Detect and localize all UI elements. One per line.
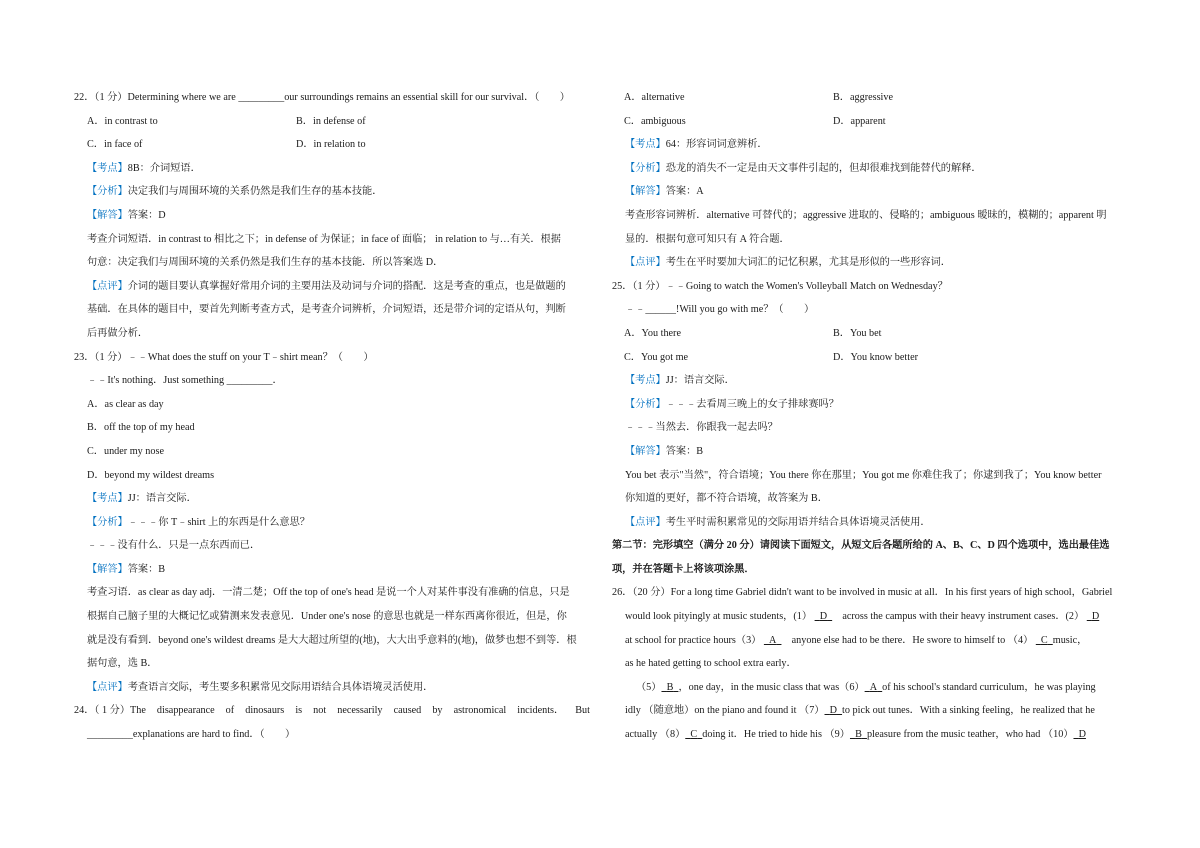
q24-option-c[interactable]: C．ambiguous — [624, 115, 686, 127]
blank-5-answer: B — [666, 681, 674, 693]
dianping-tag: 【点评】 — [87, 280, 128, 292]
q22-explain-1: 考查介词短语．in contrast to 相比之下；in defense of 为保证；in face of 面临； in relation to 与…有关．根据 — [87, 233, 561, 245]
jieda-tag: 【解答】 — [87, 563, 128, 575]
q22-dianping: 【点评】介词的题目要认真掌握好常用介词的主要用法及动词与介词的搭配．这是考查的重点，也是做题的 — [87, 280, 566, 292]
blank-3-answer: A — [769, 634, 777, 646]
q22-fenxi: 【分析】决定我们与周围环境的关系仍然是我们生存的基本技能． — [87, 186, 383, 198]
q23-explain-3: 就是没有看到．beyond one's wildest dreams 是大大超过所望的(地)，大大出乎意料的(地)，做梦也想不到等．根 — [87, 634, 577, 646]
q22-options-row-1 — [74, 110, 590, 134]
right-column — [612, 86, 1128, 747]
jieda-tag: 【解答】 — [87, 209, 128, 221]
q25-option-b[interactable]: B．You bet — [833, 327, 882, 339]
q24-option-b[interactable]: B．aggressive — [833, 92, 893, 103]
q25-option-a[interactable]: A．You there — [624, 327, 681, 339]
q24-jieda: 【解答】答案：A — [625, 186, 704, 198]
q25-dialog: ﹣﹣______!Will you go with me？（ ） — [625, 304, 815, 316]
blank-9-answer: B — [855, 729, 862, 741]
section-heading-2: 项，并在答题卡上将该项涂黑． — [612, 563, 755, 575]
blank-8-answer: C — [690, 729, 698, 741]
kaodian-tag: 【考点】 — [87, 493, 128, 505]
q22-stem: 22．（1 分）Determining where we are _________our surroundings remains an essential skill for our survival．（ ） — [74, 92, 570, 103]
dianping-tag: 【点评】 — [625, 516, 666, 528]
q23-explain-1: 考查习语．as clear as day adj．一清二楚；Off the top of one's head 是说一个人对某件事没有准确的信息，只是 — [87, 587, 570, 599]
q25-explain-1: You bet 表示"当然"，符合语境；You there 你在那里；You got me 你难住我了；你逮到我了；You know better — [625, 469, 1102, 481]
q24-fenxi: 【分析】恐龙的消失不一定是由天文事件引起的，但却很难找到能替代的解释． — [625, 162, 982, 174]
q23-option-b[interactable]: B．off the top of my head — [87, 422, 195, 434]
q22-explain-2: 句意：决定我们与周围环境的关系仍然是我们生存的基本技能．所以答案选 D． — [87, 257, 444, 269]
q23-stem: 23．（1 分）﹣﹣What does the stuff on your T﹣shirt mean？（ ） — [74, 351, 374, 363]
q25-options-row-1 — [612, 322, 1128, 346]
q23-dianping: 【点评】考查语言交际，考生要多积累常见交际用语结合具体语境灵活使用． — [87, 681, 434, 693]
q25-fenxi: 【分析】﹣﹣﹣去看周三晚上的女子排球赛吗？ — [625, 398, 839, 410]
kaodian-tag: 【考点】 — [625, 139, 666, 151]
q24-kaodian: 【考点】64：形容词词意辨析． — [625, 139, 768, 151]
q25-options-row-2 — [612, 346, 1128, 370]
q26-line-5: （5） B ，one day，in the music class that was（6） A of his school's standard curriculum，he was playing — [636, 681, 1096, 693]
q23-fenxi: 【分析】﹣﹣﹣你 T﹣shirt 上的东西是什么意思？ — [87, 516, 310, 528]
blank-2-answer: D — [1091, 611, 1100, 623]
q25-option-c[interactable]: C．You got me — [624, 351, 689, 363]
q25-explain-2: 你知道的更好，都不符合语境，故答案为 B． — [625, 493, 828, 505]
q23-kaodian: 【考点】JJ：语言交际． — [87, 493, 197, 505]
q24-explain-2: 显的．根据句意可知只有 A 符合题． — [625, 233, 790, 245]
q26-line-4: as he hated getting to school extra early． — [625, 658, 797, 670]
q26-line-6: idly （随意地）on the piano and found it （7） D to pick out tunes．With a sinking feeling，he realized that he — [625, 705, 1095, 717]
q26-line-2: would look pityingly at music students，(1） D across the campus with their heavy instrument cases．(2） D — [625, 611, 1100, 623]
left-column — [74, 86, 590, 747]
q24-explain-1: 考查形容词辨析．alternative 可替代的；aggressive 进取的、侵略的；ambiguous 暧昧的，模糊的；apparent 明 — [625, 209, 1107, 221]
q23-option-a[interactable]: A．as clear as day — [87, 398, 164, 410]
q22-dianping-2: 基础．在具体的题目中，要首先判断考查方式，是考查介词辨析，介词短语，还是带介词的定语从句，判断 — [87, 304, 566, 316]
q24-option-a[interactable]: A．alternative — [624, 92, 685, 103]
dianping-tag: 【点评】 — [625, 257, 666, 269]
q26-line-7: actually （8） C doing it．He tried to hide his （9） B pleasure from the music teather，who had （10） D — [625, 729, 1086, 741]
q22-option-b[interactable]: B．in defense of — [296, 115, 366, 127]
fenxi-tag: 【分析】 — [87, 186, 128, 198]
jieda-tag: 【解答】 — [625, 445, 666, 457]
q26-line-3: at school for practice hours（3） A anyone else had to be there．He swore to himself to （4） C music， — [625, 634, 1088, 646]
q22-option-d[interactable]: D．in relation to — [296, 139, 366, 151]
q23-explain-2: 根据自己脑子里的大概记忆或猜测来发表意见．Under one's nose 的意思也就是一样东西离你很近，但是，你 — [87, 611, 567, 623]
q23-option-d[interactable]: D．beyond my wildest dreams — [87, 469, 215, 481]
q22-option-a[interactable]: A．in contrast to — [87, 115, 158, 127]
q25-stem: 25．（1 分）﹣﹣Going to watch the Women's Volleyball Match on Wednesday？ — [612, 280, 948, 292]
q24-option-d[interactable]: D．apparent — [833, 115, 886, 127]
blank-7-answer: D — [829, 705, 837, 717]
jieda-tag: 【解答】 — [625, 186, 666, 198]
q24-dianping: 【点评】考生在平时要加大词汇的记忆积累，尤其是形似的一些形容词． — [625, 257, 951, 269]
q24-stem-line-2: _________explanations are hard to find．（ ） — [87, 729, 296, 741]
blank-10-answer: D — [1078, 729, 1086, 741]
q25-option-d[interactable]: D．You know better — [833, 351, 918, 363]
blank-4-answer: C — [1040, 634, 1048, 646]
q25-dianping: 【点评】考生平时需积累常见的交际用语并结合具体语境灵活使用． — [625, 516, 931, 528]
q23-fenxi-2: ﹣﹣﹣没有什么．只是一点东西而已． — [87, 540, 261, 552]
q22-option-c[interactable]: C．in face of — [87, 139, 143, 151]
q22-dianping-3: 后再做分析． — [87, 327, 149, 339]
q22-kaodian: 【考点】8B：介词短语． — [87, 162, 201, 174]
q25-fenxi-2: ﹣﹣﹣当然去．你跟我一起去吗？ — [625, 422, 778, 434]
q22-jieda: 【解答】答案：D — [87, 209, 166, 221]
blank-1-answer: D — [819, 611, 828, 623]
q24-stem-line-1: 24．（ 1 分）The disappearance of dinosaurs is not necessarily caused by astronomical incidents． But — [74, 705, 590, 717]
fenxi-tag: 【分析】 — [625, 162, 666, 174]
q23-explain-4: 据句意，选 B． — [87, 658, 158, 670]
fenxi-tag: 【分析】 — [625, 398, 666, 410]
section-heading: 第二节：完形填空（满分 20 分）请阅读下面短文，从短文后各题所给的 A、B、C、D 四个选项中，选出最佳选 — [612, 540, 1110, 552]
kaodian-tag: 【考点】 — [87, 162, 128, 174]
q26-line-1: 26．（20 分）For a long time Gabriel didn't want to be involved in music at all．In his first years of high school，Gabriel — [612, 587, 1113, 599]
kaodian-tag: 【考点】 — [625, 375, 666, 387]
dianping-tag: 【点评】 — [87, 681, 128, 693]
q25-kaodian: 【考点】JJ：语言交际． — [625, 375, 735, 387]
blank-6-answer: A — [869, 681, 878, 693]
q25-jieda: 【解答】答案：B — [625, 445, 704, 457]
q24-options-row-1 — [612, 86, 1128, 110]
q23-dialog: ﹣﹣It's nothing．Just something _________． — [87, 375, 283, 387]
q22-options-row-2 — [74, 133, 590, 157]
q23-jieda: 【解答】答案：B — [87, 563, 166, 575]
fenxi-tag: 【分析】 — [87, 516, 128, 528]
q24-options-row-2 — [612, 110, 1128, 134]
q23-option-c[interactable]: C．under my nose — [87, 445, 164, 457]
